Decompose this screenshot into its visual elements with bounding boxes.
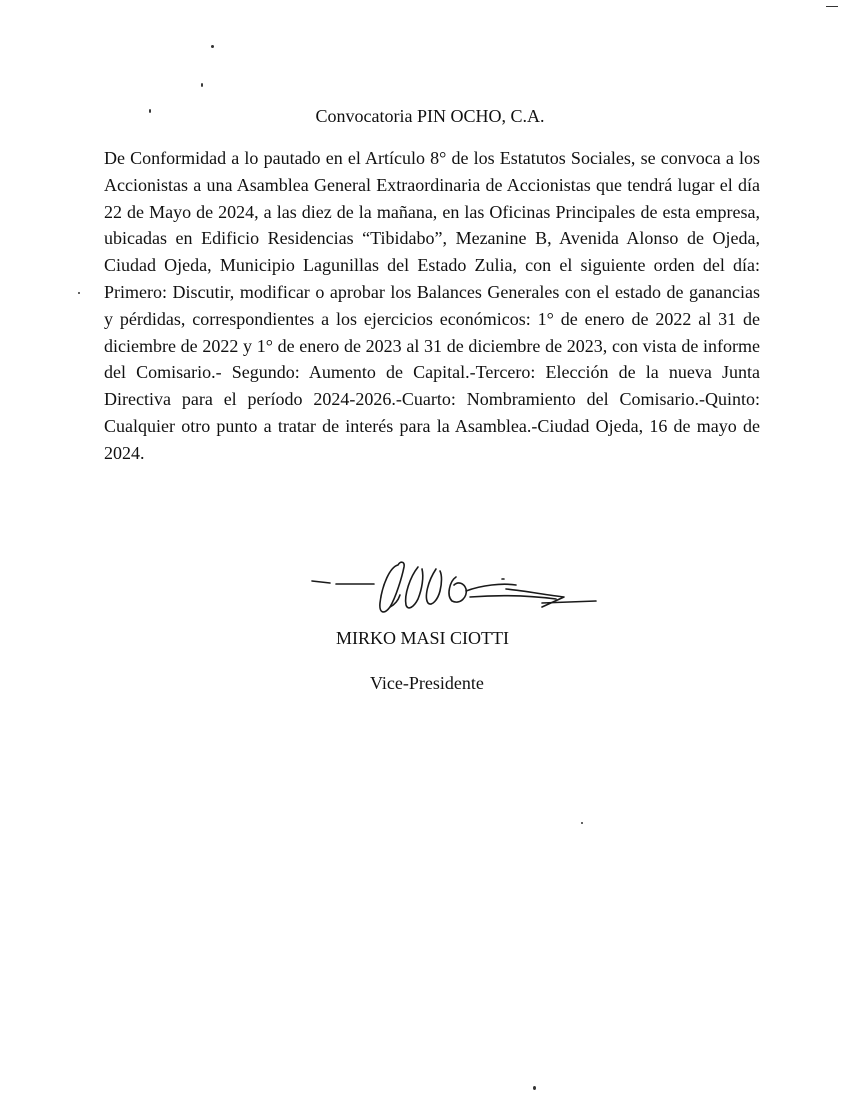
scan-speck — [201, 83, 203, 87]
scan-speck — [211, 45, 214, 48]
scan-speck — [826, 6, 838, 7]
signer-role: Vice-Presidente — [370, 673, 484, 693]
handwritten-signature — [306, 555, 606, 635]
scan-speck — [581, 822, 583, 824]
document-title: Convocatoria PIN OCHO, C.A. — [315, 106, 545, 126]
scan-speck — [78, 292, 80, 294]
scan-speck — [533, 1086, 536, 1090]
signer-name: MIRKO MASI CIOTTI — [336, 628, 509, 648]
convocation-paragraph: De Conformidad a lo pautado en el Artículo 8° de los Estatutos Sociales, se convoca a los Accionistas a una Asamblea General Extraordinaria de Accionistas que tendrá lugar el día 22 de Mayo de 2024, a las diez de la mañana, en las Oficinas Principales de esta empresa, ubicadas en Edificio Residencias “Tibidabo”, Mezanine B, Avenida Alonso de Ojeda, Ciudad Ojeda, Municipio Lagunillas del Estado Zulia, con el siguiente orden del día: Primero: Discutir, modificar o aprobar los Balances Generales con el estado de ganancias y pérdidas, correspondientes a los ejercicios económicos: 1° de enero de 2022 al 31 de diciembre de 2022 y 1° de enero de 2023 al 31 de diciembre de 2023, con vista de informe del Comisario.- Segundo: Aumento de Capital.-Tercero: Elección de la nueva Junta Directiva para el período 2024-2026.-Cuarto: Nombramiento del Comisario.-Quinto: Cualquier otro punto a tratar de interés para la Asamblea.-Ciudad Ojeda, 16 de mayo de 2024. — [104, 148, 760, 463]
